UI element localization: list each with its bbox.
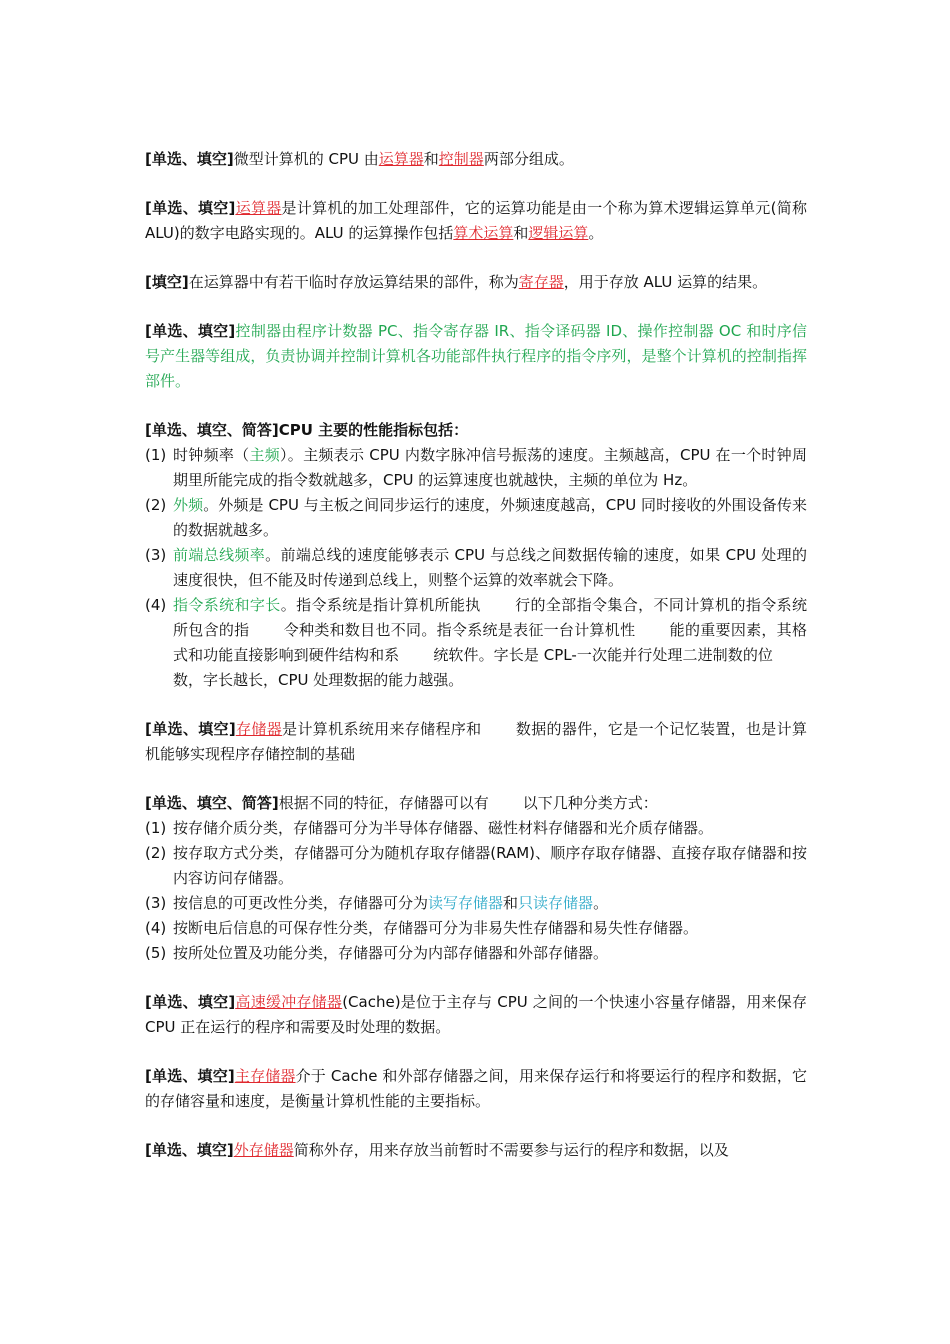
question-type-tag: [单选、填空] [145, 322, 236, 340]
storage-classification-list [145, 816, 807, 966]
keyword-highlight: 算术运算 [453, 224, 514, 242]
teal-highlight-text: 只读存储器 [518, 894, 594, 912]
keyword-highlight: 寄存器 [518, 273, 564, 291]
text: 按存储介质分类，存储器可分为半导体存储器、磁性材料存储器和光介质存储器。 [173, 819, 714, 837]
text: 介于 Cache 和外部存储器之间，用来保存运行和将要运行的程序和数据，它的存储容量和速度，是衡量计算机性能的主要指标。 [145, 1067, 807, 1110]
text: 按信息的可更改性分类，存储器可分为 [173, 894, 429, 912]
question-type-tag: [填空] [145, 273, 189, 291]
text: 能的重要因素，其格式和功能直接影响到硬件结构和系 [173, 621, 807, 664]
question-type-tag: [单选、填空] [145, 1067, 235, 1085]
list-item [145, 891, 807, 916]
question-type-tag: [单选、填空] [145, 150, 234, 168]
text: 按所处位置及功能分类，存储器可分为内部存储器和外部存储器。 [173, 944, 609, 962]
green-highlight-text: 外频 [173, 496, 204, 514]
list-number: (3) [145, 894, 167, 912]
keyword-highlight: 控制器 [438, 150, 484, 168]
cpu-metrics-list [145, 443, 807, 693]
list-number: (3) [145, 546, 167, 564]
text: (Cache)是位于主存与 CPU 之间的一个快速小容量存储器，用来保存 CPU 正在运行的程序和需要及时处理的数据。 [145, 993, 807, 1036]
text: 数据的器件，它是一个记忆装置，也是计算机能够实现程序存储控制的基础 [145, 720, 807, 763]
keyword-highlight: 主存储器 [234, 1067, 296, 1085]
text: ，用于存放 ALU 运算的结果。 [563, 273, 768, 291]
keyword-highlight: 运算器 [378, 150, 424, 168]
text: 和 [503, 894, 519, 912]
paragraph-cache [145, 990, 807, 1040]
text: 微型计算机的 CPU 由 [233, 150, 379, 168]
text: 。指令系统是指计算机所能执 [280, 596, 481, 614]
list-number: (1) [145, 819, 167, 837]
keyword-highlight: 运算器 [235, 199, 282, 217]
section-heading: [单选、填空、简答]CPU 主要的性能指标包括： [145, 421, 469, 439]
paragraph-cpu-composition [145, 147, 807, 172]
keyword-highlight: 存储器 [235, 720, 283, 738]
paragraph-alu [145, 196, 807, 246]
paragraph-storage-classification [145, 791, 807, 816]
text: 。前端总线的速度能够表示 CPU 与总线之间数据传输的速度，如果 CPU 处理的速度很快，但不能及时传递到总线上，则整个运算的效率就会下降。 [173, 546, 807, 589]
text: 和 [423, 150, 439, 168]
green-highlight-text: 前端总线频率 [173, 546, 266, 564]
question-type-tag: [单选、填空] [145, 993, 236, 1011]
list-item [145, 443, 807, 493]
text: 。 [593, 894, 609, 912]
question-type-tag: [单选、填空] [145, 720, 236, 738]
list-item [145, 841, 807, 891]
list-number: (4) [145, 596, 167, 614]
text: 和 [513, 224, 529, 242]
list-number: (2) [145, 496, 167, 514]
text: 按断电后信息的可保存性分类，存储器可分为非易失性存储器和易失性存储器。 [173, 919, 699, 937]
question-type-tag: [单选、填空] [145, 1141, 234, 1159]
list-item [145, 916, 807, 941]
question-type-tag: [单选、填空] [145, 199, 236, 217]
text: 令种类和数目也不同。指令系统是表征一台计算机性 [283, 621, 636, 639]
text: 根据不同的特征，存储器可以有 [278, 794, 489, 812]
list-item [145, 816, 807, 841]
text: 是计算机系统用来存储程序和 [282, 720, 482, 738]
text: 行的全部指令集合，不同计算机的指令系统所包含的指 [173, 596, 807, 639]
text: 以下几种分类方式： [522, 794, 658, 812]
paragraph-cpu-metrics-heading [145, 418, 807, 443]
list-number: (4) [145, 919, 167, 937]
paragraph-controller [145, 319, 807, 394]
text: 按存取方式分类，存储器可分为随机存取存储器(RAM)、顺序存取存储器、直接存取存储器和按内容访问存储器。 [173, 844, 807, 887]
document-body [145, 147, 807, 1187]
text: 两部分组成。 [483, 150, 574, 168]
question-type-tag: [单选、填空、简答] [145, 794, 279, 812]
list-number: (1) [145, 446, 167, 464]
list-item [145, 593, 807, 693]
paragraph-register [145, 270, 807, 295]
text: ）。主频表示 CPU 内数字脉冲信号振荡的速度。主频越高，CPU 在一个时钟周期里所能完成的指令数就越多，CPU 的运算速度也就越快，主频的单位为 Hz。 [173, 446, 807, 489]
list-item [145, 493, 807, 543]
green-highlight-text: 指令系统和字长 [173, 596, 281, 614]
text: 简称外存，用来存放当前暂时不需要参与运行的程序和数据，以及 [293, 1141, 729, 1159]
text: 数，字长越长，CPU 处理数据的能力越强。 [173, 671, 464, 689]
list-number: (2) [145, 844, 167, 862]
paragraph-storage [145, 717, 807, 767]
teal-highlight-text: 读写存储器 [428, 894, 504, 912]
text: 统软件。字长是 CPL-一次能并行处理二进制数的位 [433, 646, 773, 664]
green-highlight-text: 主频 [249, 446, 281, 464]
green-highlight-text: 控制器由程序计数器 PC、指令寄存器 IR、指令译码器 ID、操作控制器 OC 和时序信号产生器等组成，负责协调并控制计算机各功能部件执行程序的指令序列，是整个计算机的控制指挥部件。 [145, 322, 807, 390]
text: 是计算机的加工处理部件，它的运算功能是由一个称为算术逻辑运算单元(简称 ALU)的数字电路实现的。ALU 的运算操作包括 [145, 199, 807, 242]
text: 时钟频率（ [173, 446, 250, 464]
paragraph-external-memory [145, 1138, 807, 1163]
keyword-highlight: 逻辑运算 [528, 224, 589, 242]
paragraph-main-memory [145, 1064, 807, 1114]
list-number: (5) [145, 944, 167, 962]
keyword-highlight: 高速缓冲存储器 [235, 993, 343, 1011]
text: 在运算器中有若干临时存放运算结果的部件，称为 [188, 273, 519, 291]
text: 。 [588, 224, 604, 242]
text: 。外频是 CPU 与主板之间同步运行的速度，外频速度越高，CPU 同时接收的外围设备传来的数据就越多。 [173, 496, 807, 539]
list-item [145, 543, 807, 593]
keyword-highlight: 外存储器 [233, 1141, 294, 1159]
list-item [145, 941, 807, 966]
